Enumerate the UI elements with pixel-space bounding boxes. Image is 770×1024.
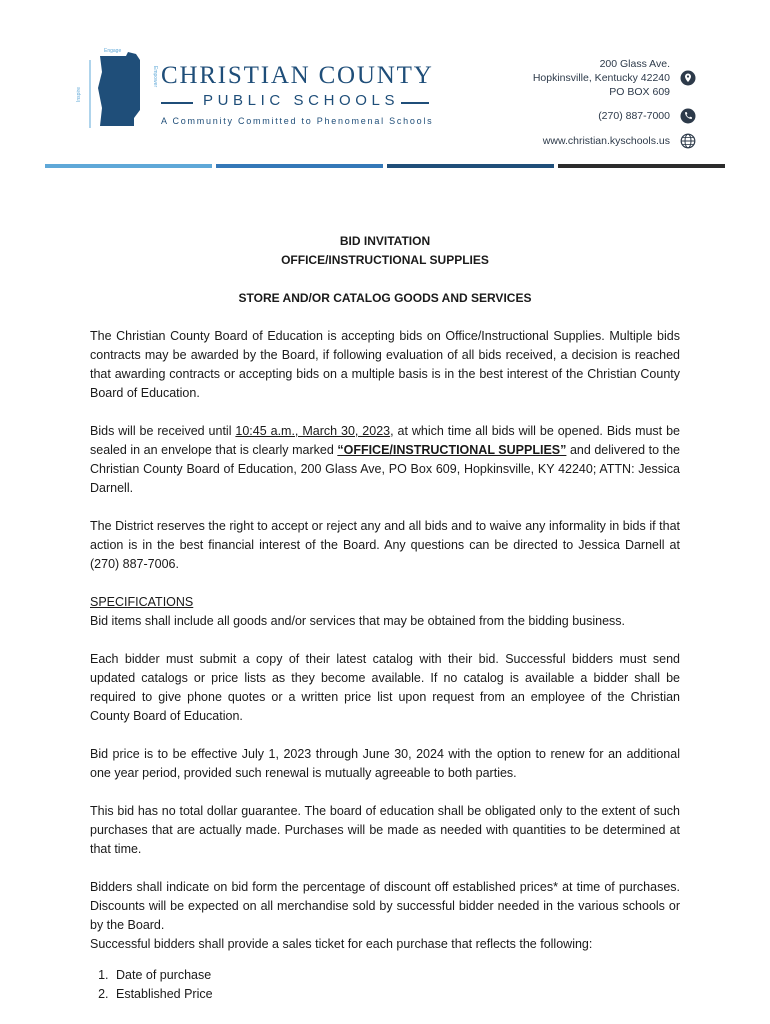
logo-word-inspire: Inspire (76, 86, 82, 102)
divider-segment-1 (45, 164, 212, 168)
letterhead (0, 0, 770, 170)
phone-icon (680, 108, 696, 124)
paragraph-intro: The Christian County Board of Education is accepting bids on Office/Instructional Supplies. Multiple bids contracts may be awarded by the Board, if following evaluation of all bids received, a decision is reached that awarding contracts or accepting bids on a multiple basis is in the best interest of the Christian County Board of Education. (90, 329, 680, 400)
paragraph-catalog: Each bidder must submit a copy of their latest catalog with their bid. Successful bidders must send updated catalogs or price lists as they become available. If no catalog is available a bidder shall be required to give phone quotes or a written price list upon request from an employee of the Christian County Board of Education. (90, 652, 680, 723)
sales-ticket-list (90, 966, 680, 1004)
divider-segment-2 (216, 164, 383, 168)
deadline-text-b: , at which time all bids will be opened. Bids must be sealed in an envelope that is clearly marked (90, 424, 680, 457)
paragraph-price-period: Bid price is to be effective July 1, 2023 through June 30, 2024 with the option to renew for an additional one year period, provided such renewal is mutually agreeable to both parties. (90, 747, 680, 780)
list-item: 1. Date of purchase (112, 966, 680, 985)
specifications-text: Bid items shall include all goods and/or services that may be obtained from the bidding business. (90, 614, 626, 628)
paragraph-discount: Bidders shall indicate on bid form the percentage of discount off established prices* at time of purchases. Discounts will be expected on all merchandise sold by successful bidder needed in the various schools or by the Board. (90, 880, 680, 932)
org-subtitle (161, 92, 429, 112)
website-link[interactable]: www.christian.kyschools.us (542, 135, 670, 147)
paragraph-rights: The District reserves the right to accept or reject any and all bids and to waive any informality in bids if that action is in the best financial interest of the Board. Any questions can be directed to Jessica Darnell at (270) 887-7006. (90, 519, 680, 571)
address-line-2: Hopkinsville, Kentucky 42240 (532, 72, 670, 84)
kentucky-county-logo (76, 48, 158, 134)
paragraph-deadline (90, 422, 680, 498)
title-supplies: OFFICE/INSTRUCTIONAL SUPPLIES (281, 253, 489, 267)
logo-word-engage: Engage (104, 48, 122, 54)
divider-segment-4 (558, 164, 725, 168)
deadline-text-c: and delivered to the Christian County Board of Education, 200 Glass Ave, PO Box 609, Hopkinsville, KY 42240; ATTN: Jessica Darnell. (90, 443, 681, 495)
org-name: CHRISTIAN COUNTY (161, 62, 434, 89)
org-subtitle-text: PUBLIC SCHOOLS (203, 92, 400, 109)
list-item: 2. Established Price (112, 985, 680, 1004)
title-store-catalog: STORE AND/OR CATALOG GOODS AND SERVICES (238, 291, 532, 305)
tagline: A Community Committed to Phenomenal Schools (161, 116, 434, 126)
title-bid-invitation: BID INVITATION (339, 234, 431, 248)
envelope-marking: “OFFICE/INSTRUCTIONAL SUPPLIES” (337, 443, 567, 457)
logo-word-empower: Empower (152, 66, 158, 88)
deadline-text-a: Bids will be received until (90, 424, 236, 438)
bid-document (90, 232, 680, 1004)
paragraph-sales-ticket: Successful bidders shall provide a sales ticket for each purchase that reflects the following: (90, 937, 593, 951)
deadline-date: 10:45 a.m., March 30, 2023 (235, 424, 391, 438)
phone-number: (270) 887-7000 (598, 110, 670, 122)
location-pin-icon (680, 70, 696, 86)
specifications-heading: SPECIFICATIONS (90, 595, 194, 609)
address-line-1: 200 Glass Ave. (599, 58, 670, 70)
divider-segment-3 (387, 164, 554, 168)
globe-icon (680, 133, 696, 149)
paragraph-guarantee: This bid has no total dollar guarantee. The board of education shall be obligated only to the extent of such purchases that are actually made. Purchases will be made as needed with quantities to be determined at that time. (90, 804, 680, 856)
address-line-3: PO BOX 609 (609, 86, 670, 98)
